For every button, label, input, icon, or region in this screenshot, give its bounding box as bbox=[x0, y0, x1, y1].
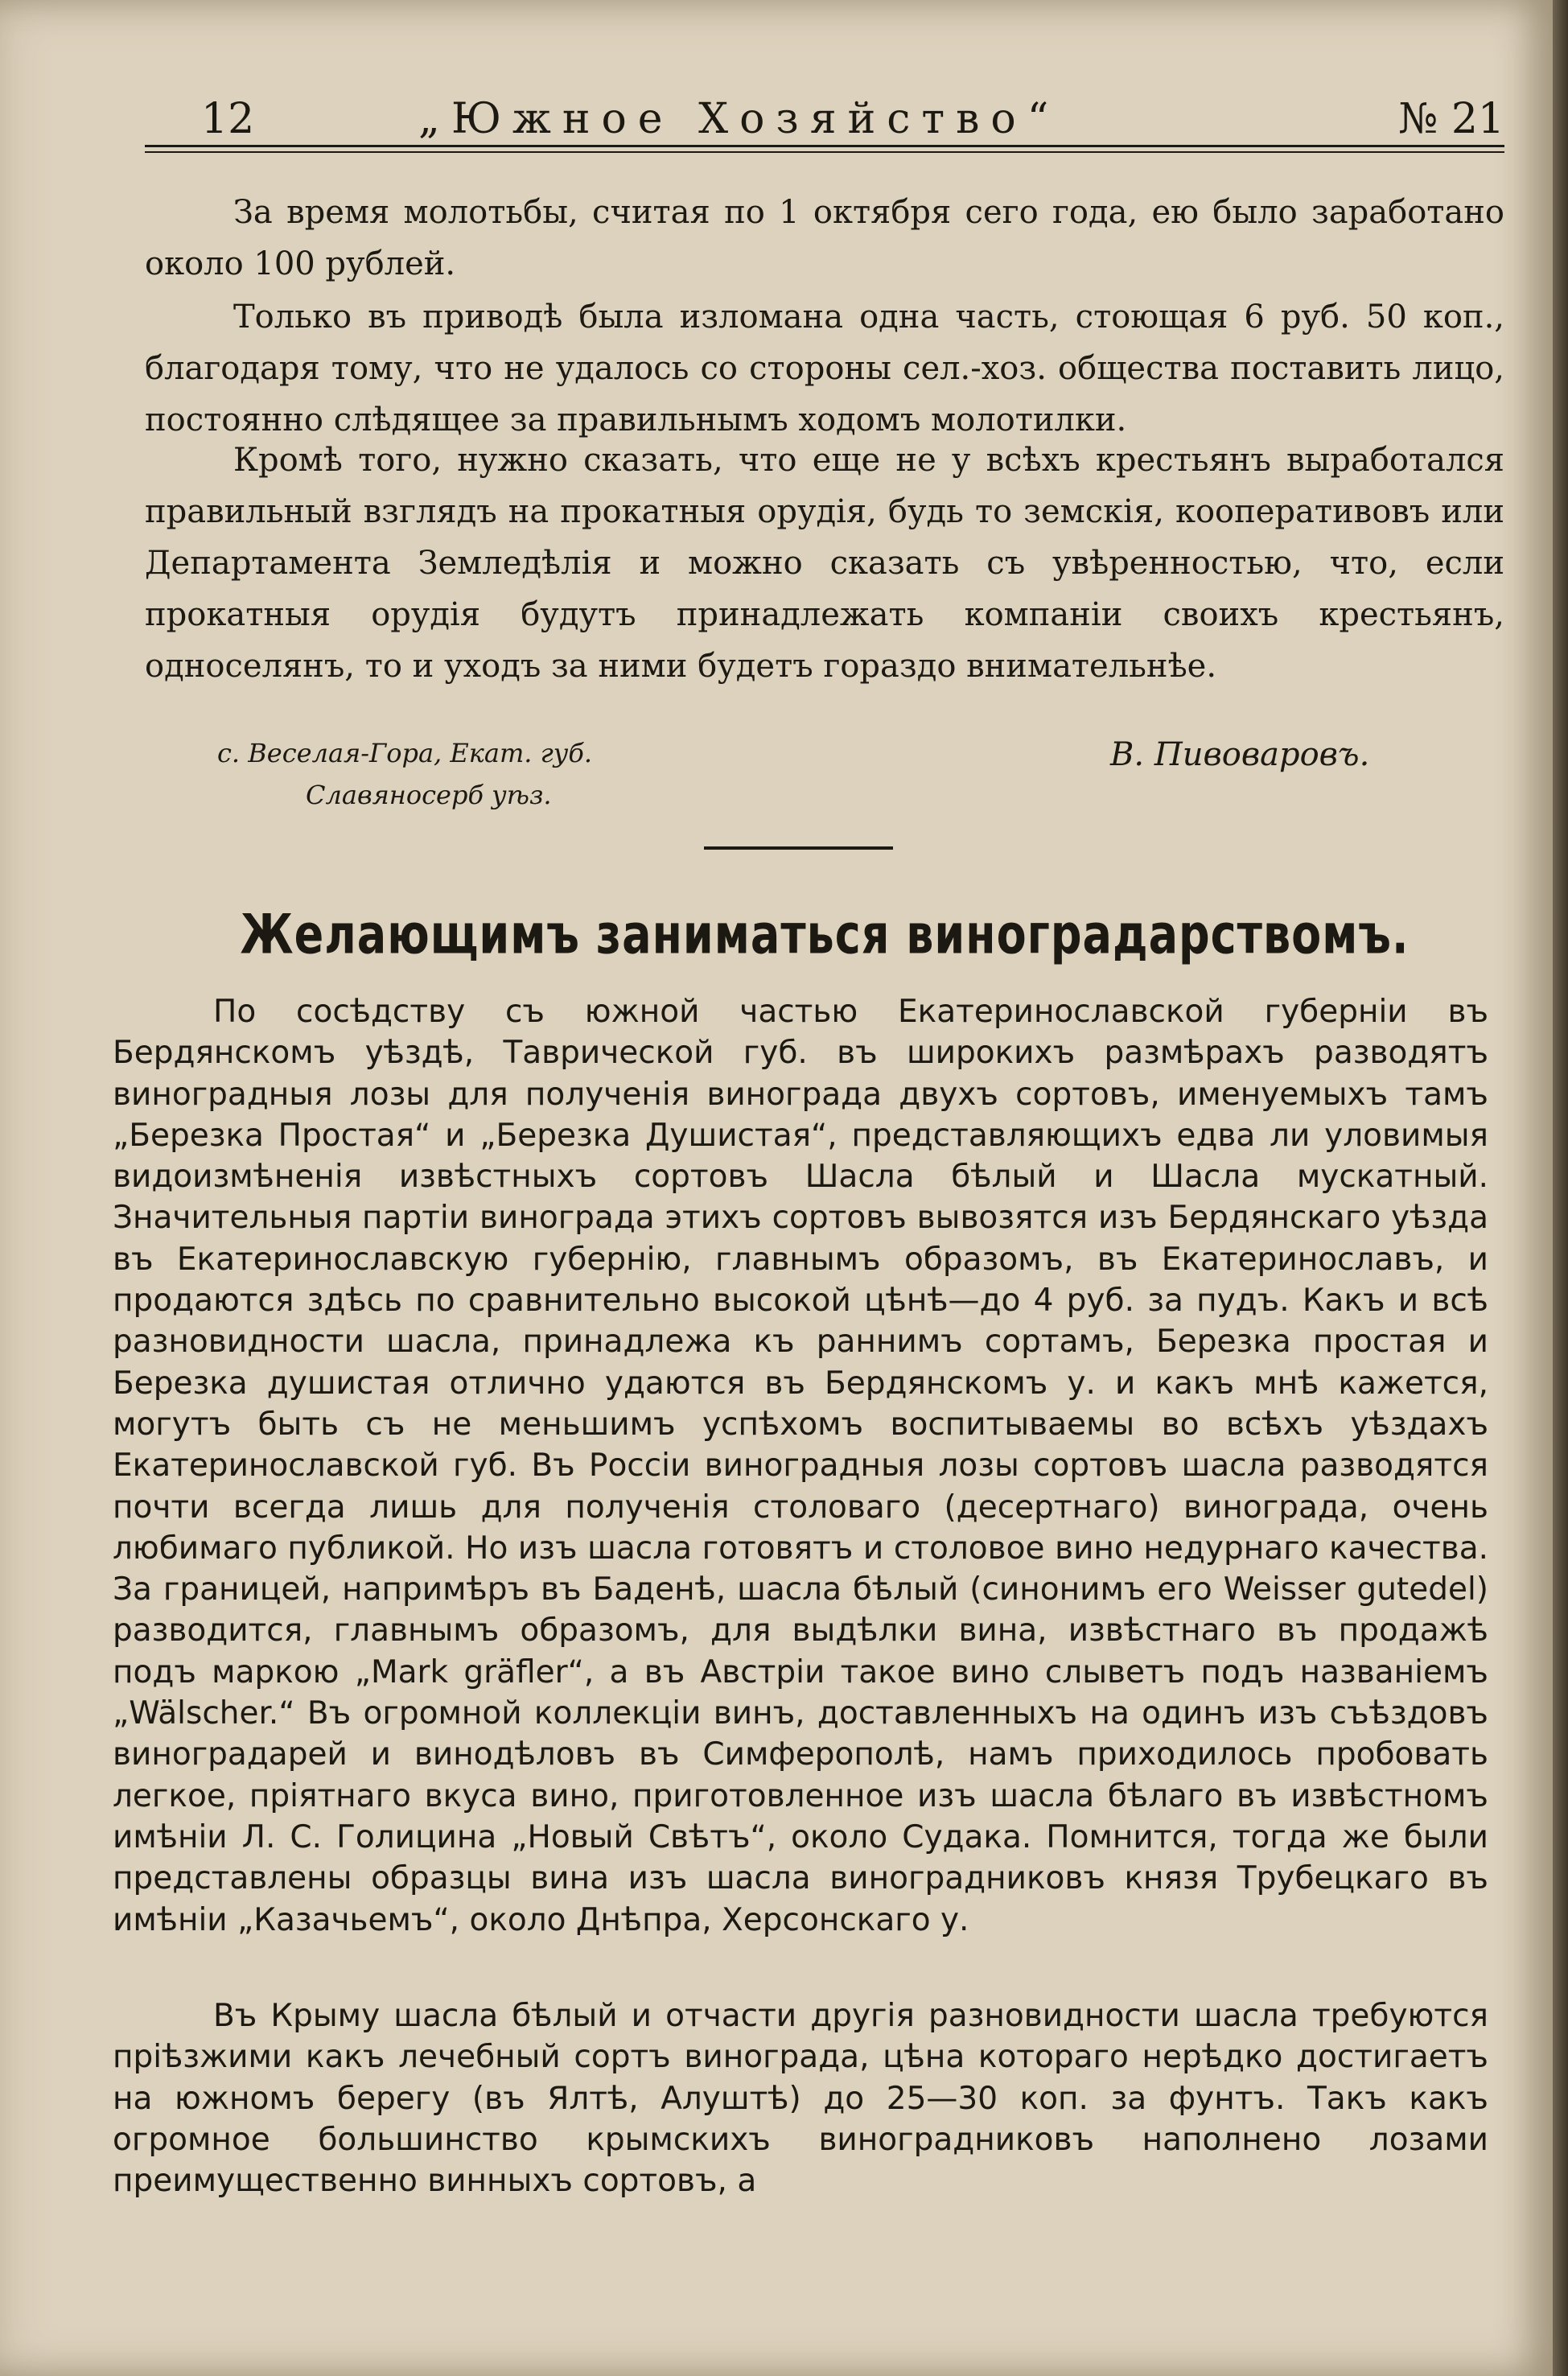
page-number: 12 bbox=[201, 95, 255, 143]
paragraph: По сосѣдству съ южной частью Екатеринославской губерніи въ Бердянскомъ уѣздѣ, Таврической губ. въ широкихъ размѣрахъ разводятъ виноградныя лозы для полученія винограда двухъ сортовъ, именуемыхъ тамъ „Березка Простая“ и „Березка Душистая“, представляющихъ едва ли уловимыя видоизмѣненія извѣстныхъ сортовъ Шасла бѣлый и Шасла мускатный. Значительныя партіи винограда этихъ сортовъ вывозятся изъ Бердянскаго уѣзда въ Екатеринославскую губернію, главнымъ образомъ, въ Екатеринославъ, и продаются здѣсь по сравнительно высокой цѣнѣ—до 4 руб. за пудъ. Какъ и всѣ разновидности шасла, принадлежа къ раннимъ сортамъ, Березка простая и Березка душистая отлично удаются въ Бердянскомъ у. и какъ мнѣ кажется, могутъ быть съ не меньшимъ успѣхомъ воспитываемы во всѣхъ уѣздахъ Екатеринославской губ. Въ Россіи виноградныя лозы сортовъ шасла разводятся почти всегда лишь для полученія столоваго (десертнаго) винограда, очень любимаго публикой. Но изъ шасла готовятъ и столовое вино недурнаго качества. За границей, напримѣръ въ Баденѣ, шасла бѣлый (синонимъ его Weisser gutedel) разводится, главнымъ образомъ, для выдѣлки вина, извѣстнаго въ продажѣ подъ маркою „Mark gräfler“, а въ Австріи такое вино слыветъ подъ названіемъ „Wälscher.“ Въ огромной коллекціи винъ, доставленныхъ на одинъ изъ съѣздовъ виноградарей и винодѣловъ въ Симферополѣ, намъ приходилось пробовать легкое, пріятнаго вкуса вино, приготовленное изъ шасла бѣлаго въ извѣстномъ имѣніи Л. С. Голицина „Новый Свѣтъ“, около Судака. Помнится, тогда же были представлены образцы вина изъ шасла виноградниковъ князя Трубецкаго въ имѣніи „Казачьемъ“, около Днѣпра, Херсонскаго у. bbox=[113, 994, 1488, 1938]
page-header bbox=[145, 95, 1504, 159]
signature-place-line: с. Веселая-Гора, Екат. губ. bbox=[217, 738, 593, 768]
paragraph: За время молотьбы, считая по 1 октября сего года, ею было заработано около 100 рублей. bbox=[145, 194, 1504, 282]
signature-place bbox=[217, 732, 592, 816]
paragraph: Кромѣ того, нужно сказать, что еще не у всѣхъ крестьянъ выработался правильный взглядъ на прокатныя орудія, будь то земскія, кооперативовъ или Департамента Земледѣлія и можно сказать съ увѣренностью, что, если прокатныя орудія будутъ принадлежать компаніи своихъ крестьянъ, односелянъ, то и уходъ за ними будетъ гораздо внимательнѣе. bbox=[145, 442, 1504, 685]
signature-author: В. Пивоваровъ. bbox=[1110, 736, 1370, 773]
section-divider bbox=[704, 846, 893, 850]
article-title: Желающимъ заниматься виноградарствомъ. bbox=[240, 903, 1410, 966]
page-edge bbox=[1553, 0, 1568, 2376]
paragraph: Только въ приводѣ была изломана одна часть, стоющая 6 руб. 50 коп., благодаря тому, что не удалось со стороны сел.-хоз. общества поставить лицо, постоянно слѣдящее за правильнымъ ходомъ молотилки. bbox=[145, 299, 1504, 439]
header-rule bbox=[145, 145, 1504, 147]
header-rule-thin bbox=[145, 151, 1504, 153]
issue-number: № 21 bbox=[1398, 95, 1504, 143]
signature-place-line: Славяносерб уѣз. bbox=[306, 780, 552, 810]
paragraph: Въ Крыму шасла бѣлый и отчасти другія разновидности шасла требуются пріѣзжими какъ лечебный сортъ винограда, цѣна котораго нерѣдко достигаетъ на южномъ берегу (въ Ялтѣ, Алуштѣ) до 25—30 коп. за фунтъ. Такъ какъ огромное большинство крымскихъ виноградниковъ наполнено лозами преимущественно винныхъ сортовъ, а bbox=[113, 1998, 1488, 2200]
journal-title: „Южное Хозяйство“ bbox=[418, 95, 1060, 143]
